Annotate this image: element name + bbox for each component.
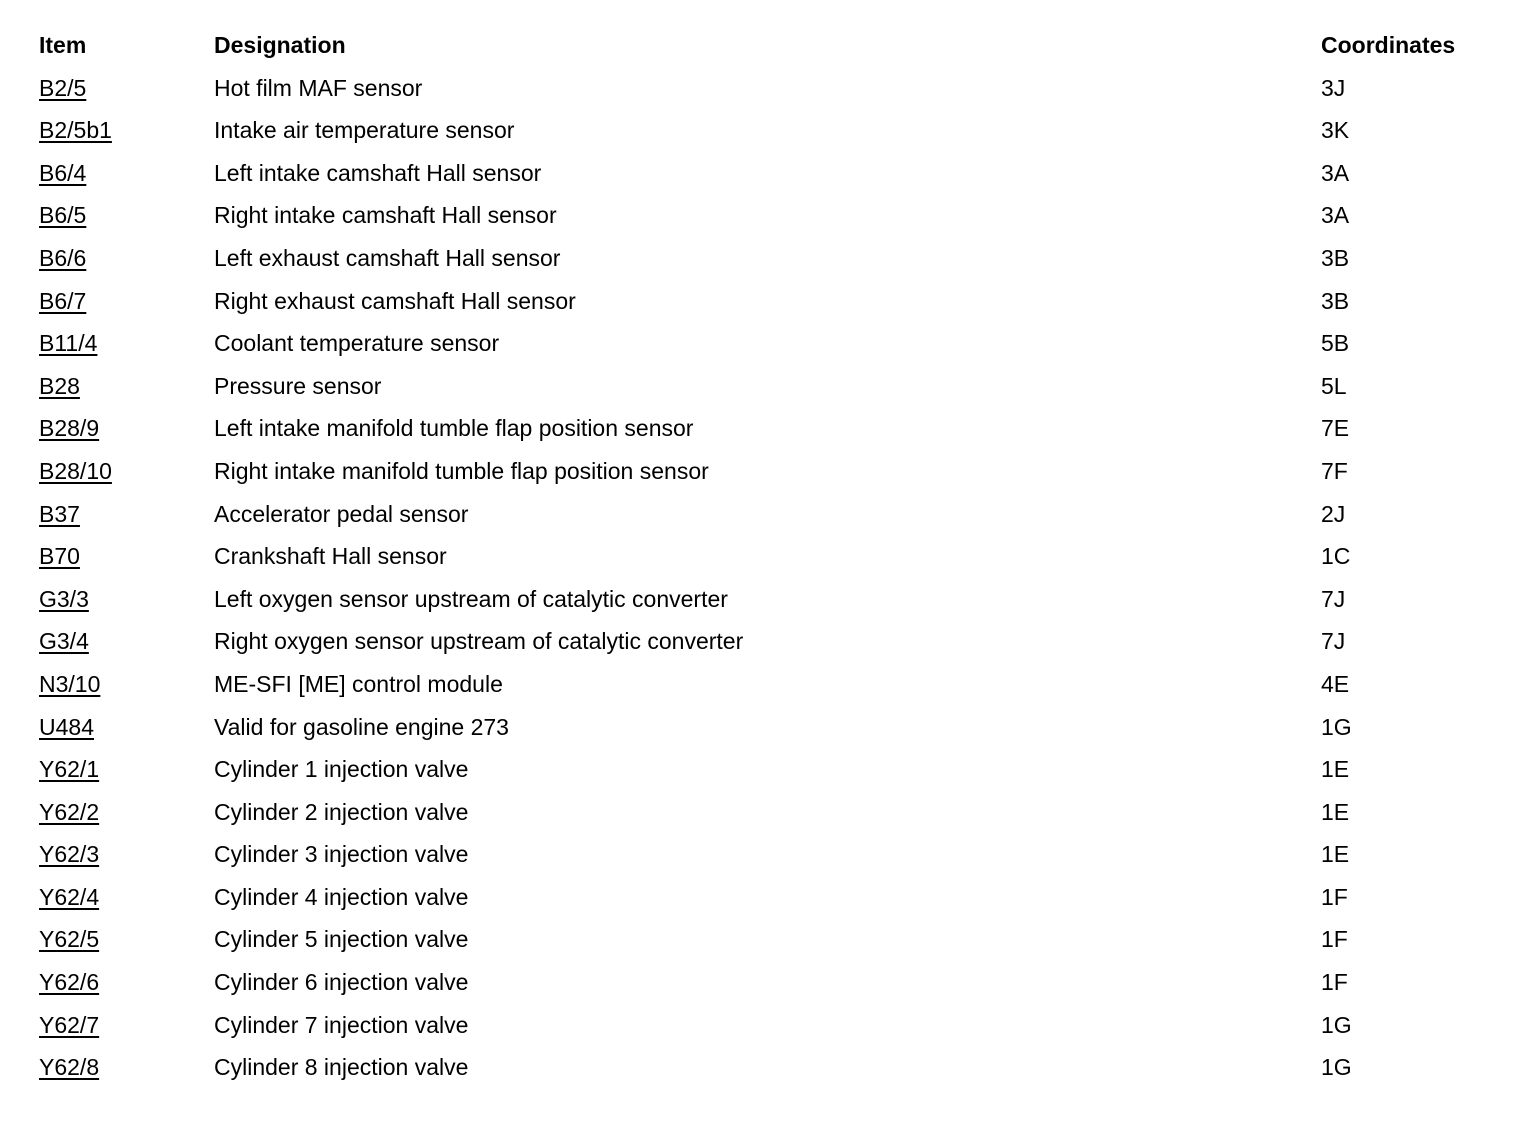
- designation-cell: Valid for gasoline engine 273: [214, 713, 509, 740]
- table-row: [39, 1046, 1499, 1089]
- item-cell: [39, 663, 214, 706]
- table-row: [39, 918, 1499, 961]
- item-cell: [39, 961, 214, 1004]
- coordinates-cell: 7F: [1321, 457, 1348, 484]
- item-cell: [39, 833, 214, 876]
- coordinates-cell: 1E: [1321, 756, 1350, 783]
- coordinates-cell: 3A: [1321, 159, 1350, 186]
- item-link[interactable]: G3/4: [39, 628, 89, 655]
- designation-cell: Coolant temperature sensor: [214, 330, 500, 357]
- coordinates-cell: 1F: [1321, 969, 1348, 996]
- item-link[interactable]: B28/9: [39, 415, 100, 442]
- item-link[interactable]: B2/5b1: [39, 117, 112, 144]
- table-row: [39, 748, 1499, 791]
- coordinates-cell: 7J: [1321, 585, 1346, 612]
- coordinates-cell: 2J: [1321, 500, 1346, 527]
- item-cell: [39, 706, 214, 749]
- item-cell: [39, 578, 214, 621]
- table-row: [39, 109, 1499, 152]
- designation-cell: Left intake camshaft Hall sensor: [214, 159, 542, 186]
- coordinates-cell: 1G: [1321, 713, 1352, 740]
- item-cell: [39, 748, 214, 791]
- column-header-coordinates: Coordinates: [1321, 32, 1456, 58]
- item-link[interactable]: U484: [39, 713, 94, 740]
- item-link[interactable]: B37: [39, 500, 80, 527]
- coordinates-cell: 1E: [1321, 841, 1350, 868]
- item-link[interactable]: B6/4: [39, 159, 87, 186]
- item-link[interactable]: Y62/1: [39, 756, 100, 783]
- column-header-item: Item: [39, 32, 87, 58]
- item-link[interactable]: Y62/8: [39, 1054, 100, 1081]
- item-cell: [39, 322, 214, 365]
- item-cell: [39, 620, 214, 663]
- table-row: [39, 876, 1499, 919]
- coordinates-cell: 3A: [1321, 202, 1350, 229]
- designation-cell: Left oxygen sensor upstream of catalytic converter: [214, 585, 728, 612]
- coordinates-cell: 1F: [1321, 926, 1348, 953]
- coordinates-cell: 5L: [1321, 372, 1347, 399]
- item-link[interactable]: B2/5: [39, 74, 87, 101]
- table-row: [39, 578, 1499, 621]
- item-cell: [39, 152, 214, 195]
- item-link[interactable]: B28/10: [39, 457, 112, 484]
- table-row: [39, 237, 1499, 280]
- designation-cell: Right exhaust camshaft Hall sensor: [214, 287, 576, 314]
- designation-cell: Cylinder 2 injection valve: [214, 798, 469, 825]
- item-cell: [39, 109, 214, 152]
- item-cell: [39, 280, 214, 323]
- item-link[interactable]: B6/5: [39, 202, 87, 229]
- coordinates-cell: 1G: [1321, 1011, 1352, 1038]
- item-link[interactable]: Y62/7: [39, 1011, 100, 1038]
- table-row: [39, 152, 1499, 195]
- item-link[interactable]: B70: [39, 543, 80, 570]
- item-link[interactable]: B28: [39, 372, 80, 399]
- item-cell: [39, 493, 214, 536]
- item-link[interactable]: B6/7: [39, 287, 87, 314]
- table-row: [39, 620, 1499, 663]
- item-cell: [39, 876, 214, 919]
- table-row: [39, 450, 1499, 493]
- item-link[interactable]: G3/3: [39, 585, 89, 612]
- coordinates-cell: 1F: [1321, 883, 1348, 910]
- designation-cell: Cylinder 6 injection valve: [214, 969, 469, 996]
- designation-cell: Intake air temperature sensor: [214, 117, 515, 144]
- item-cell: [39, 237, 214, 280]
- header-row: [39, 24, 1499, 67]
- designation-cell: Left intake manifold tumble flap position sensor: [214, 415, 694, 442]
- item-link[interactable]: B11/4: [39, 330, 98, 357]
- coordinates-cell: 4E: [1321, 670, 1350, 697]
- table-row: [39, 663, 1499, 706]
- coordinates-cell: 5B: [1321, 330, 1350, 357]
- designation-cell: Accelerator pedal sensor: [214, 500, 469, 527]
- designation-cell: Right oxygen sensor upstream of catalytic converter: [214, 628, 744, 655]
- coordinates-cell: 3K: [1321, 117, 1350, 144]
- designation-cell: Right intake camshaft Hall sensor: [214, 202, 557, 229]
- designation-cell: Cylinder 4 injection valve: [214, 883, 469, 910]
- table-header: [39, 24, 1499, 67]
- coordinates-cell: 7J: [1321, 628, 1346, 655]
- item-cell: [39, 450, 214, 493]
- item-cell: [39, 194, 214, 237]
- item-cell: [39, 1004, 214, 1047]
- item-link[interactable]: Y62/6: [39, 969, 100, 996]
- table-row: [39, 535, 1499, 578]
- designation-cell: Pressure sensor: [214, 372, 382, 399]
- designation-cell: ME-SFI [ME] control module: [214, 670, 503, 697]
- table-row: [39, 791, 1499, 834]
- item-link[interactable]: Y62/3: [39, 841, 100, 868]
- item-cell: [39, 535, 214, 578]
- designation-cell: Left exhaust camshaft Hall sensor: [214, 244, 561, 271]
- item-cell: [39, 1046, 214, 1089]
- designation-cell: Cylinder 5 injection valve: [214, 926, 469, 953]
- designation-cell: Crankshaft Hall sensor: [214, 543, 447, 570]
- table-row: [39, 194, 1499, 237]
- coordinates-cell: 1C: [1321, 543, 1351, 570]
- item-cell: [39, 67, 214, 110]
- table-body: [39, 67, 1499, 1089]
- coordinates-cell: 7E: [1321, 415, 1350, 442]
- designation-cell: Cylinder 3 injection valve: [214, 841, 469, 868]
- table-row: [39, 407, 1499, 450]
- coordinates-cell: 3J: [1321, 74, 1346, 101]
- item-link[interactable]: N3/10: [39, 670, 101, 697]
- item-cell: [39, 791, 214, 834]
- table-row: [39, 1004, 1499, 1047]
- item-cell: [39, 918, 214, 961]
- component-legend-table: [39, 24, 1499, 1089]
- table-row: [39, 322, 1499, 365]
- table-row: [39, 706, 1499, 749]
- item-cell: [39, 407, 214, 450]
- designation-cell: Hot film MAF sensor: [214, 74, 423, 101]
- table-row: [39, 961, 1499, 1004]
- table-row: [39, 67, 1499, 110]
- item-link[interactable]: Y62/2: [39, 798, 100, 825]
- column-header-designation: Designation: [214, 32, 346, 58]
- coordinates-cell: 3B: [1321, 287, 1350, 314]
- coordinates-cell: 3B: [1321, 244, 1350, 271]
- coordinates-cell: 1G: [1321, 1054, 1352, 1081]
- item-cell: [39, 365, 214, 408]
- designation-cell: Cylinder 8 injection valve: [214, 1054, 469, 1081]
- table-row: [39, 833, 1499, 876]
- table-row: [39, 493, 1499, 536]
- designation-cell: Cylinder 7 injection valve: [214, 1011, 469, 1038]
- designation-cell: Right intake manifold tumble flap position sensor: [214, 457, 709, 484]
- item-link[interactable]: Y62/4: [39, 883, 100, 910]
- item-link[interactable]: Y62/5: [39, 926, 100, 953]
- table-row: [39, 280, 1499, 323]
- coordinates-cell: 1E: [1321, 798, 1350, 825]
- table-row: [39, 365, 1499, 408]
- designation-cell: Cylinder 1 injection valve: [214, 756, 469, 783]
- item-link[interactable]: B6/6: [39, 244, 87, 271]
